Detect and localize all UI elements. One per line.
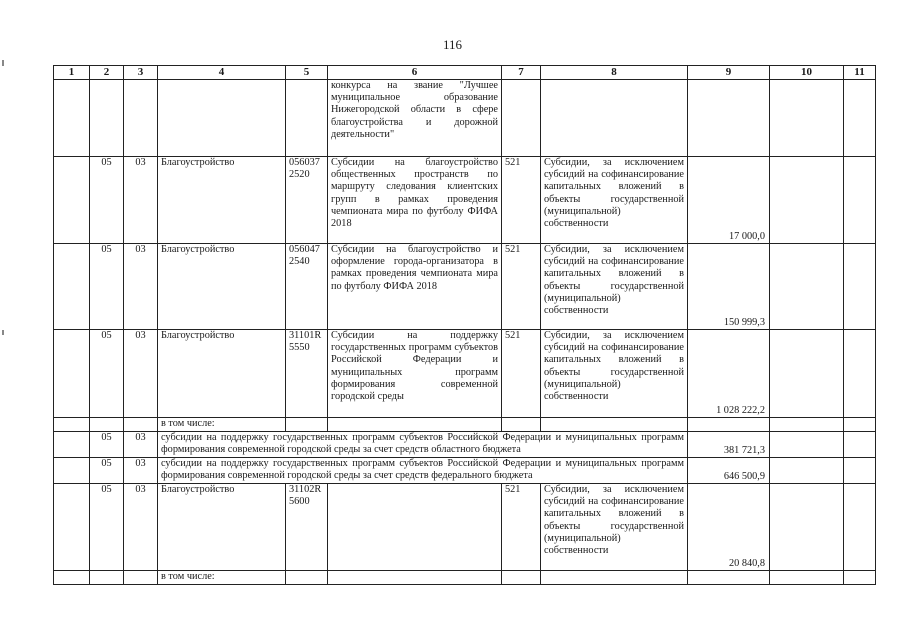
cell — [688, 571, 770, 585]
cell-type-name — [541, 80, 688, 157]
cell-type-code: 521 — [502, 157, 541, 244]
cell — [54, 484, 90, 571]
cell — [844, 432, 876, 458]
cell-section: 05 — [90, 244, 124, 330]
col-header: 9 — [688, 66, 770, 80]
cell — [54, 458, 90, 484]
header-row — [54, 66, 876, 80]
cell — [124, 571, 158, 585]
cell — [286, 418, 328, 432]
cell — [54, 80, 90, 157]
cell-subsection: 03 — [124, 244, 158, 330]
page-number: 116 — [442, 37, 463, 52]
cell-subsection: 03 — [124, 330, 158, 418]
cell-code: 056037 2520 — [286, 157, 328, 244]
cell — [844, 418, 876, 432]
cell-section: 05 — [90, 458, 124, 484]
cell-subsection: 03 — [124, 157, 158, 244]
cell — [54, 157, 90, 244]
cell — [90, 418, 124, 432]
col-header: 3 — [124, 66, 158, 80]
cell — [502, 418, 541, 432]
cell — [844, 458, 876, 484]
cell — [844, 157, 876, 244]
cell — [90, 571, 124, 585]
table-row — [54, 330, 876, 418]
table-row — [54, 458, 876, 484]
cell — [770, 244, 844, 330]
cell-amount: 17 000,0 — [688, 157, 770, 244]
scan-edge-mark — [2, 60, 4, 66]
table-row — [54, 432, 876, 458]
col-header: 2 — [90, 66, 124, 80]
cell-name: Благоустройство — [158, 244, 286, 330]
including-label: в том числе: — [158, 571, 286, 585]
col-header: 7 — [502, 66, 541, 80]
cell-description: Субсидии на благоустройство общественных пространств по маршруту следования клиентских групп в рамках проведения чемпионата мира по футболу ФИФА 2018 — [328, 157, 502, 244]
cell-description: конкурса на звание "Лучшее муниципальное образование Нижегородской области в сфере благоустройства и дорожной деятельности" — [328, 80, 502, 157]
cell-type-code: 521 — [502, 244, 541, 330]
cell — [844, 244, 876, 330]
cell-subsidy-federal: субсидии на поддержку государственных программ субъектов Российской Федерации и муниципальных программ формирования современной городской среды за счет средств федерального бюджета — [158, 458, 688, 484]
cell — [328, 418, 502, 432]
scan-edge-mark — [2, 330, 4, 335]
cell-section: 05 — [90, 432, 124, 458]
cell — [770, 80, 844, 157]
cell-type-code — [502, 80, 541, 157]
cell — [770, 330, 844, 418]
cell-section: 05 — [90, 157, 124, 244]
cell-amount: 20 840,8 — [688, 484, 770, 571]
cell — [124, 418, 158, 432]
col-header: 4 — [158, 66, 286, 80]
cell — [770, 484, 844, 571]
cell-name: Благоустройство — [158, 330, 286, 418]
col-header: 10 — [770, 66, 844, 80]
cell-section: 05 — [90, 330, 124, 418]
cell — [844, 484, 876, 571]
cell-amount: 1 028 222,2 — [688, 330, 770, 418]
cell-amount: 150 999,3 — [688, 244, 770, 330]
cell-description: Субсидии на поддержку государственных программ субъектов Российской Федерации и муниципальных программ формирования современной городской среды — [328, 330, 502, 418]
cell-type-name: Субсидии, за исключением субсидий на софинансирование капитальных вложений в объекты государственной (муниципальной) собственности — [541, 244, 688, 330]
cell-subsection: 03 — [124, 432, 158, 458]
cell-subsection: 03 — [124, 458, 158, 484]
table-row — [54, 157, 876, 244]
cell — [54, 571, 90, 585]
col-header: 6 — [328, 66, 502, 80]
cell-section — [90, 80, 124, 157]
cell-type-code: 521 — [502, 330, 541, 418]
cell — [770, 458, 844, 484]
col-header: 1 — [54, 66, 90, 80]
cell — [541, 571, 688, 585]
cell-amount: 646 500,9 — [688, 458, 770, 484]
cell — [688, 418, 770, 432]
cell-section: 05 — [90, 484, 124, 571]
col-header: 5 — [286, 66, 328, 80]
including-label: в том числе: — [158, 418, 286, 432]
cell-type-name: Субсидии, за исключением субсидий на софинансирование капитальных вложений в объекты государственной (муниципальной) собственности — [541, 484, 688, 571]
cell-amount: 381 721,3 — [688, 432, 770, 458]
col-header: 11 — [844, 66, 876, 80]
cell-subsidy-regional: субсидии на поддержку государственных программ субъектов Российской Федерации и муниципальных программ формирования современной городской среды за счет средств областного бюджета — [158, 432, 688, 458]
cell — [54, 432, 90, 458]
cell-type-name: Субсидии, за исключением субсидий на софинансирование капитальных вложений в объекты государственной (муниципальной) собственности — [541, 157, 688, 244]
table-row — [54, 80, 876, 157]
cell-name: Благоустройство — [158, 157, 286, 244]
cell — [286, 571, 328, 585]
cell-name — [158, 80, 286, 157]
cell — [770, 571, 844, 585]
cell — [502, 571, 541, 585]
cell — [770, 157, 844, 244]
cell — [844, 80, 876, 157]
cell-code — [286, 80, 328, 157]
cell — [770, 418, 844, 432]
cell-subsection: 03 — [124, 484, 158, 571]
col-header: 8 — [541, 66, 688, 80]
cell-amount — [688, 80, 770, 157]
cell-description — [328, 484, 502, 571]
cell — [54, 330, 90, 418]
cell — [54, 244, 90, 330]
cell — [54, 418, 90, 432]
cell — [844, 330, 876, 418]
budget-table — [53, 65, 876, 585]
cell-code: 31101R 5550 — [286, 330, 328, 418]
cell-subsection — [124, 80, 158, 157]
cell-name: Благоустройство — [158, 484, 286, 571]
table-row — [54, 484, 876, 571]
cell — [844, 571, 876, 585]
cell — [770, 432, 844, 458]
cell-code: 056047 2540 — [286, 244, 328, 330]
cell-type-name: Субсидии, за исключением субсидий на софинансирование капитальных вложений в объекты государственной (муниципальной) собственности — [541, 330, 688, 418]
cell — [328, 571, 502, 585]
cell — [541, 418, 688, 432]
cell-description: Субсидии на благоустройство и оформление города-организатора в рамках проведения чемпионата мира по футболу ФИФА 2018 — [328, 244, 502, 330]
cell-code: 31102R 5600 — [286, 484, 328, 571]
table-row — [54, 244, 876, 330]
table-row — [54, 571, 876, 585]
table-row — [54, 418, 876, 432]
cell-type-code: 521 — [502, 484, 541, 571]
